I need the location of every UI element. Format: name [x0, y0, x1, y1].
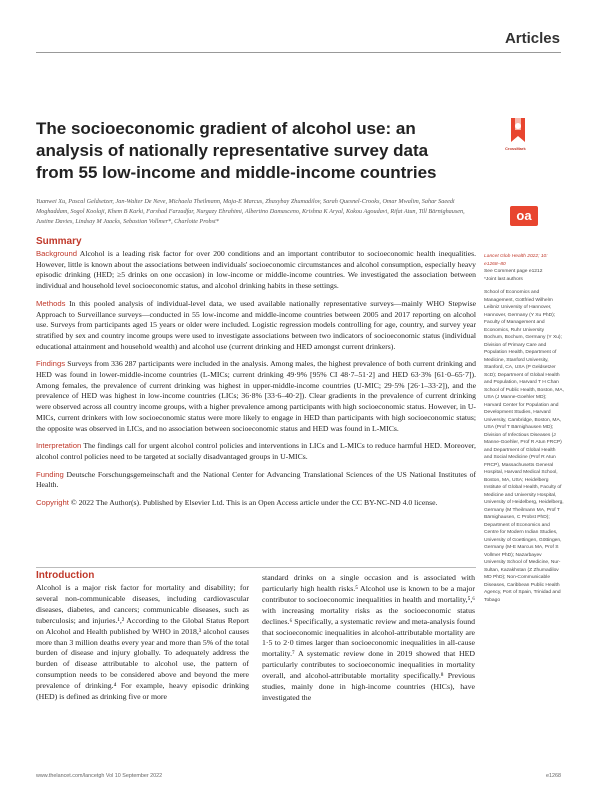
findings-label: Findings [36, 359, 66, 369]
intro-column-left [36, 583, 249, 703]
article-title: The socioeconomic gradient of alcohol use: an analysis of nationally representative survey data from 55 low-income and middle-income countries [36, 119, 437, 182]
methods-text: In this pooled analysis of individual-level data, we used available nationally representative surveys—mainly WHO Stepwise Approach to Surveillance surveys—conducted in 55 low-income and middle-income countries between 2005 and 2017 reporting on alcohol use. Surveys from participants aged 15 years or older were included. Logistic regression models controlling for age, country, and survey year stratified by sex and country income groups were used to investigate associations between two indicators of socioeconomic status (individual educational attainment and household wealth) and alcohol use (current drinking and HED amongst current drinkers). [36, 298, 476, 351]
abstract-copyright [36, 498, 476, 509]
section-label: Articles [504, 30, 560, 47]
footer-journal[interactable]: www.thelancet.com/lancetgh Vol 10 September 2022 [36, 773, 163, 779]
intro-paragraph: standard drinks on a single occasion and is associated with particularly high health risks.⁵ Alcohol use is known to be a major contributor to socioeconomic inequalities in health and mortality,⁵,⁶ with increasing mortality risks as the socioeconomic status declines.⁶ Specifically, a systematic review and meta-analysis found that socioeconomic inequalities in alcohol-attributable mortality are 1·5 to 2·0 times larger than socioeconomic inequalities in all-cause mortality.⁷ A systematic review done in 2019 showed that HED particularly contributes to socioeconomic inequalities in mortality overall, and alcohol-attributable mortality specifically.⁸ Previous studies, mainly done in high-income countries (HICs), have investigated the [262, 573, 475, 702]
intro-column-right [262, 573, 475, 704]
page-footer [36, 773, 561, 779]
citation: Lancet Glob Health 2022; 10: e1268–80 [484, 254, 548, 267]
affiliations: School of Economics and Management, Gottfried Wilhelm Leibniz University of Hannover, Hannover, Germany (Y Xu PhD); Faculty of Management and Economics, Ruhr University Bochum, Bochum, Germany (Y Xu); Division of Primary Care and Population Health, Department of Medicine, Stanford University, Stanford, CA, USA (P Geldsetzer ScD); Department of Global Health and Population, Harvard T H Chan School of Public Health, Boston, MA, USA (J Manne-Goehler MD); Harvard Center for Population and Development Studies, Harvard University, Cambridge, Boston, MA, USA (Prof T Bärnighausen MD); Division of Infectious Diseases (J Manne-Goehler, Prof R Atun FRCP) and Department of Global Health and Social Medicine (Prof R Atun FRCP), Massachusetts General Hospital, Harvard Medical School, Boston, MA, USA; Heidelberg Institute of Global Health, Faculty of Medicine and University Hospital, University of Heidelberg, Heidelberg, Germany (M Theilmann MA, Prof T Bärnighausen, C Probst PhD); Department of Economics and Centre for Modern Indian Studies, University of Goettingen, Göttingen, Germany (M-E Marcus MA, Prof S Vollmer PhD); Nazarbayev University School of Medicine, Nur-Sultan, Kazakhstan (Z Zhumadilov MD PhD); Non-Communicable Diseases, Caribbean Public Health Agency, Port of Spain, Trinidad and Tobago [484, 290, 564, 603]
copyright-label: Copyright [36, 498, 69, 508]
crossmark-icon[interactable] [507, 116, 529, 146]
joint-authors-note: *Joint last authors [484, 276, 523, 282]
interpretation-label: Interpretation [36, 441, 82, 451]
funding-label: Funding [36, 469, 64, 479]
introduction-heading: Introduction [36, 570, 95, 581]
header-divider [36, 52, 561, 53]
background-label: Background [36, 249, 78, 258]
interpretation-text: The findings call for urgent alcohol control policies and interventions in LICs and L-MICs to reduce harmful HED. Moreover, alcohol control policies need to be targeted at socially disadvantaged groups in U-MICs. [36, 441, 476, 461]
abstract-funding [36, 470, 476, 491]
findings-text: Surveys from 336 287 participants were included in the analysis. Among males, the highest prevalence of both current drinking and HED was found in lower-middle-income countries (L-MICs; current drinking 49·9% [95% CI 48·7–51·2] and HED 63·3% [61·0–65·7]). Among females, the prevalence of current drinking was highest in upper-middle-income countries (U-MIC; 29·5% [26·1–33·2]), and the prevalence of HED was highest in low-income countries (LICs; 36·8% [33·6–40·2]). Clear gradients in the prevalence of current drinking were observed across all country income groups, with a higher prevalence among participants with high socioeconomic status. However, in U-MICs, current drinkers with low socioeconomic status were more likely to engage in HED than participants with high socioeconomic status; the opposite was observed in LICs, and no association between socioeconomic status and HED was found in L-MICs. [36, 359, 476, 433]
background-text: Alcohol is a leading risk factor for over 200 conditions and an important contributor to socioeconomic health inequalities. However, little is known about the associations between individuals' socioeconomic circumstances and alcohol consumption, especially heavy episodic drinking (HED; ≥5 drinks on one occasion) in low-income or middle-income countries. We investigated the association between individual and household level socioeconomic status, and alcohol drinking habits in these settings. [36, 249, 477, 291]
sidebar [484, 253, 564, 604]
journal-header [0, 0, 595, 52]
copyright-text: © 2022 The Author(s). Published by Elsevier Ltd. This is an Open Access article under the CC BY-NC-ND 4.0 license. [70, 498, 438, 508]
summary-heading: Summary [36, 236, 82, 247]
methods-label: Methods [36, 298, 66, 308]
intro-paragraph: Alcohol is a major risk factor for mortality and disability; for several non-communicable diseases, including cardiovascular diseases, diabetes, and cancers; communicable diseases, such as tuberculosis; and injuries.¹,² According to the Global Status Report on Alcohol and Health published by WHO in 2018,³ alcohol causes more than 3 million deaths every year and more than 5% of the total burden of disease and injury globally. To adequately address the burden of disease attributable to alcohol use, the pattern of consumption needs to be considered above and beyond the mere prevalence of drinking.⁴ For example, heavy episodic drinking (HED) is defined as drinking five or more [36, 583, 249, 702]
author-list: Yuanwei Xu, Pascal Geldsetzer, Jan-Walter De Neve, Michaela Theilmann, Maja-E Marcus, Zhaxybay Zhumadilov, Sarah Quesnel-Crooks, Omar Mwalim, Sahar Saeedi Moghaddam, Sogol Koolaji, Khem B Karki, Farshad Farzadfar, Nurgazy Ebrahimi, Albertino Damasceno, Krishna K Aryal, Kokou Agoudavi, Rifat Atun, Till Bärnighausen, Justine Davies, Lindsay M Jaacks, Sebastian Vollmer*, Charlotte Probst* [36, 198, 465, 225]
comment-link[interactable]: See Comment page e1212 [484, 269, 543, 274]
abstract-interpretation [36, 441, 476, 462]
abstract-background [36, 249, 476, 292]
funding-text: Deutsche Forschungsgemeinschaft and the National Center for Advancing Translational Sciences of the US National Institutes of Health. [36, 469, 477, 490]
abstract [36, 249, 476, 516]
section-divider [36, 567, 476, 568]
abstract-methods [36, 299, 476, 353]
abstract-findings [36, 359, 476, 434]
open-access-badge: oa [510, 206, 538, 226]
page-number: e1268 [546, 773, 561, 779]
crossmark-label: CrossMark [505, 146, 526, 151]
